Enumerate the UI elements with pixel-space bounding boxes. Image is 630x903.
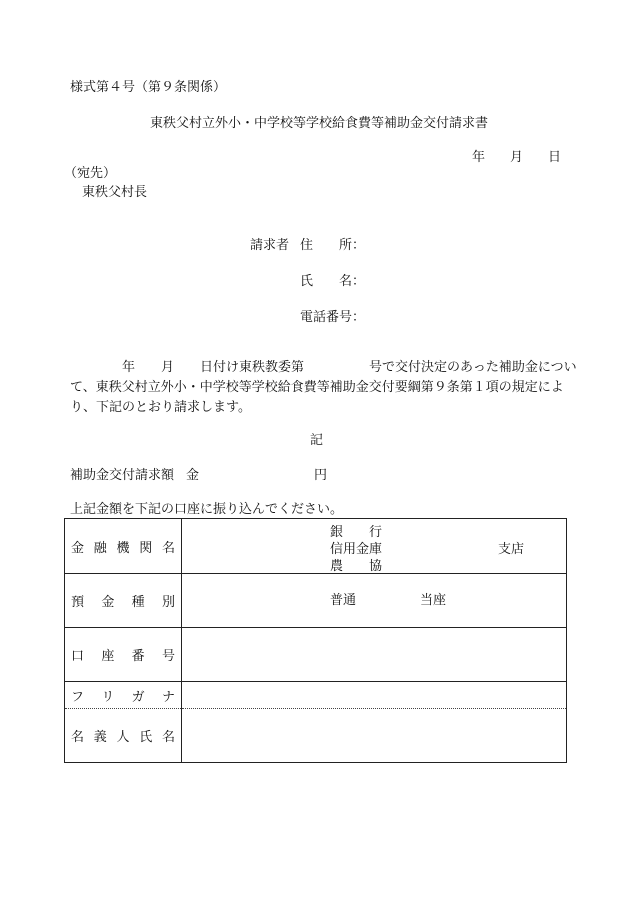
amount-kin: 金: [186, 468, 200, 483]
amount-label: 補助金交付請求額: [70, 468, 175, 483]
document-title: 東秩父村立外小・中学校等学校給食費等補助金交付請求書: [150, 116, 489, 131]
furigana-cell[interactable]: [182, 682, 567, 709]
row-furigana: [65, 682, 567, 709]
claimant-name-label: 氏 名：: [300, 274, 366, 289]
body-line-2: て、東秩父村立外小・中学校等学校給食費等補助金交付要綱第９条第１項の規定によ: [70, 380, 564, 395]
bank-type-nokyo: 農 協: [330, 559, 383, 574]
claimant-phone-label: 電話番号：: [300, 310, 366, 325]
bank-type-shinkin: 信用金庫: [330, 542, 383, 557]
row-account-holder: [65, 709, 567, 763]
bank-account-table: [64, 518, 567, 763]
bank-type-ginko: 銀 行: [330, 525, 383, 540]
row-bank: [65, 519, 567, 574]
row-account-number: [65, 628, 567, 682]
body-line-3: り、下記のとおり請求します。: [70, 400, 251, 415]
bank-value-cell[interactable]: [182, 519, 567, 574]
account-number-cell[interactable]: [182, 628, 567, 682]
deposit-type-label: 預 金 種 別: [65, 574, 182, 628]
deposit-futsu[interactable]: 普通: [330, 592, 357, 608]
addressee-name: 東秩父村長: [82, 185, 148, 200]
account-holder-cell[interactable]: [182, 709, 567, 763]
furigana-label: フ リ ガ ナ: [65, 682, 182, 709]
account-number-label: 口 座 番 号: [65, 628, 182, 682]
deposit-type-cell[interactable]: [182, 574, 567, 628]
bank-label: 金 融 機 関 名: [65, 519, 182, 574]
transfer-note: 上記金額を下記の口座に振り込んでください。: [70, 502, 344, 517]
body-line-1: 年 月 日付け東秩教委第 号で交付決定のあった補助金につい: [70, 360, 577, 375]
account-holder-label: 名 義 人 氏 名: [65, 709, 182, 763]
row-deposit-type: [65, 574, 567, 628]
deposit-toza[interactable]: 当座: [420, 592, 447, 608]
branch-label: 支店: [498, 542, 525, 557]
date-year: 年: [472, 150, 486, 165]
addressee-label: （宛先）: [64, 166, 117, 181]
claimant-address-label: 住 所：: [300, 238, 366, 253]
date-day: 日: [548, 150, 562, 165]
request-body: [70, 358, 577, 418]
date-month: 月: [510, 150, 524, 165]
ki-heading: 記: [310, 433, 324, 448]
form-number: 様式第４号（第９条関係）: [70, 80, 227, 95]
claimant-label: 請求者: [250, 238, 290, 253]
amount-yen: 円: [314, 468, 328, 483]
